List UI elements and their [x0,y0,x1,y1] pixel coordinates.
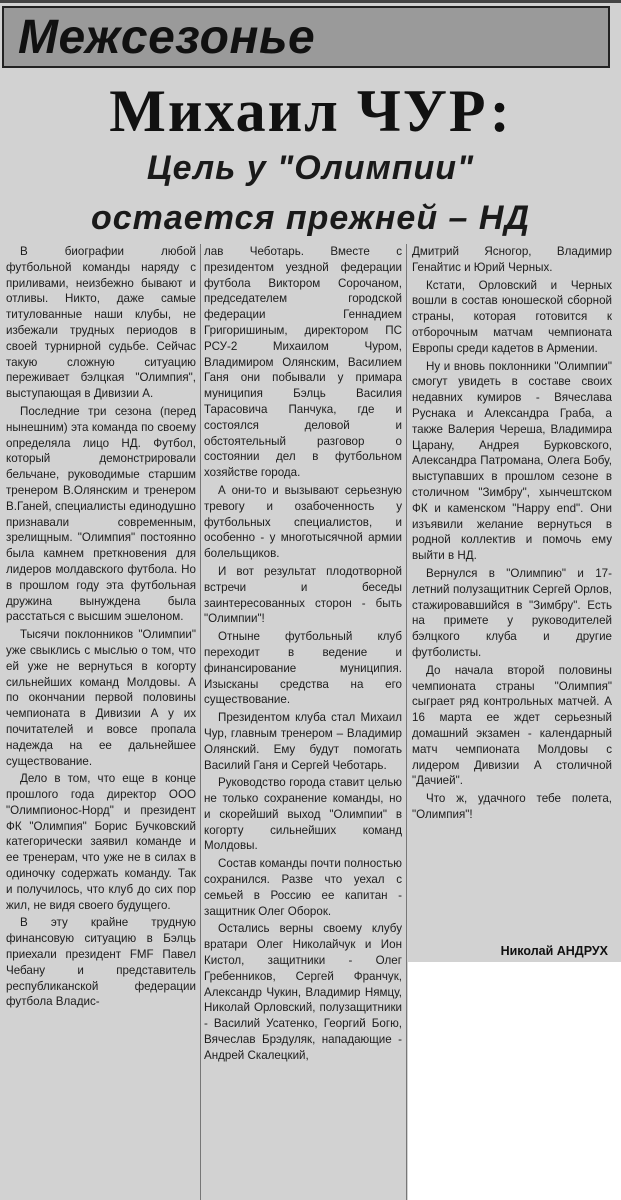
paragraph: До начала второй половины чемпионата страны "Олимпия" сыграет ряд контрольных матчей. А 16 марта ее ждет серьезный домашний экзамен - календарный матч чемпионата Молдовы с лидером Дивизии А столичной "Дачией". [412,663,612,788]
paragraph: Ну и вновь поклонники "Олимпии" смогут увидеть в составе своих недавних кумиров - Вячеслава Руснака и Александра Граба, а также Валерия Череша, Владимира Царану, Андрея Бурковского, Александра Патромана, Олега Бобу, выступавших в прошлом сезоне в столичном "Зимбру", хынчештском ФК и каменском "Happy end". Они изъявили желание вернуться в родной коллектив и помочь ему выйти в НД. [412,359,612,563]
paragraph: Руководство города ставит целью не только сохранение команды, но и скорейший выход "Олимпии" в когорту сильнейших команд Молдовы. [204,776,402,853]
paragraph: лав Чеботарь. Вместе с президентом уездной федерации футбола Виктором Сорочаном, председателем городской федерации Геннадием Григоришиным, директором ПС РСУ-2 Михаилом Чуром, Владимиром Олянским, Василием Ганя они побывали у примара муниципия Бэлць Василия Тарасовича Панчука, где и состоялся деловой и обстоятельный разговор о состоянии дел в футбольном хозяйстве города. [204,245,402,480]
paragraph: Дмитрий Ясногор, Владимир Генайтис и Юрий Черных. [412,245,612,274]
paragraph: А они-то и вызывают серьезную тревогу и озабоченность у футбольных специалистов, и особенно - у многотысячной армии болельщиков. [204,483,402,561]
subheadline-line-1: Цель у "Олимпии" [146,149,475,187]
paragraph: Президентом клуба стал Михаил Чур, главным тренером – Владимир Олянский. Ему будут помогать Василий Ганя и Сергей Чеботарь. [204,711,402,772]
paragraph: Вернулся в "Олимпию" и 17-летний полузащитник Сергей Орлов, стажировавшийся в "Зимбру". Есть на примете у руководителей бэлцкого клуба и другие футболисты. [412,566,612,659]
paragraph: Что ж, удачного тебе полета, "Олимпия"! [412,792,612,821]
article-column-1 [6,244,196,1012]
top-rule [0,0,621,3]
paragraph: Кстати, Орловский и Черных вошли в состав юношеской сборной страны, которая готовится к отборочным матчам чемпионата Европы среди кадетов в Армении. [412,278,612,355]
paragraph: Остались верны своему клубу вратари Олег Николайчук и Ион Кистол, защитники - Олег Гребенников, Сергей Франчук, Александр Чукин, Владимир Нямцу, Николай Орловский, полузащитники - Василий Усатенко, Георгий Богю, Вячеслав Брэдуляк, нападающие - Андрей Скалецкий, [204,922,402,1062]
paragraph: И вот результат плодотворной встречи и беседы заинтересованных сторон - быть "Олимпии"! [204,564,402,626]
paragraph: Тысячи поклонников "Олимпии" уже свыклись с мыслью о том, что ей уже не вернуться в когорту сильнейших команд Молдовы. А по окончании первой половины чемпионата в Дивизии А у их почитателей и вовсе пропала надежда на ее дальнейшее существование. [6,628,196,768]
paragraph: Отныне футбольный клуб переходит в ведение и финансирование муниципия. Изысканы средства на его существование. [204,630,402,707]
paragraph: В эту крайне трудную финансовую ситуацию в Бэлць приехали президент FMF Павел Чебану и представитель республиканской федерации футбола Владис- [6,916,196,1009]
author-byline: Николай АНДРУХ [500,944,608,958]
paragraph: В биографии любой футбольной команды наряду с приливами, неизбежно бывают и отливы. Никто, даже самые титулованные наши клубы, не избежали трудных периодов в своей турнирной судьбе. Сейчас такую сложную ситуацию переживает бэлцкая "Олимпия", выступающая в Дивизии А. [6,245,196,401]
article-column-3 [412,244,612,825]
paragraph: Дело в том, что еще в конце прошлого года директор ООО "Олимпионос-Норд" и президент ФК "Олимпия" Борис Бучковский категорически заявил команде и ее тренерам, что уже не в силах в одиночку содержать команду. Так и получилось, что клуб до сих пор жил, не видя своего будущего. [6,772,196,912]
article-column-2 [204,244,402,1066]
subheadline-line-2: остается прежней – НД [90,199,531,237]
column-divider [406,244,407,1200]
paragraph: Последние три сезона (перед нынешним) эта команда по своему определяла лицо НД. Футбол, который демонстрировали бельчане, руководимые старшим тренером В.Олянским и тренером В.Ганей, специалисты единодушно признавали современным, зрелищным. "Олимпия" постоянно была камнем преткновения для лидеров молдавского футбола. Но в прошлом году эта футбольная дружина вынуждена была расстаться с высшим эшелоном. [6,404,196,624]
rubric-banner [2,6,610,68]
rubric-title: Межсезонье [18,11,316,64]
paragraph: Состав команды почти полностью сохранился. Разве что уехал с семьей в Россию ее капитан - защитник Олег Оборок. [204,857,402,918]
blank-area [408,962,621,1200]
column-divider [200,244,201,1200]
headline: Михаил ЧУР: [109,78,512,144]
